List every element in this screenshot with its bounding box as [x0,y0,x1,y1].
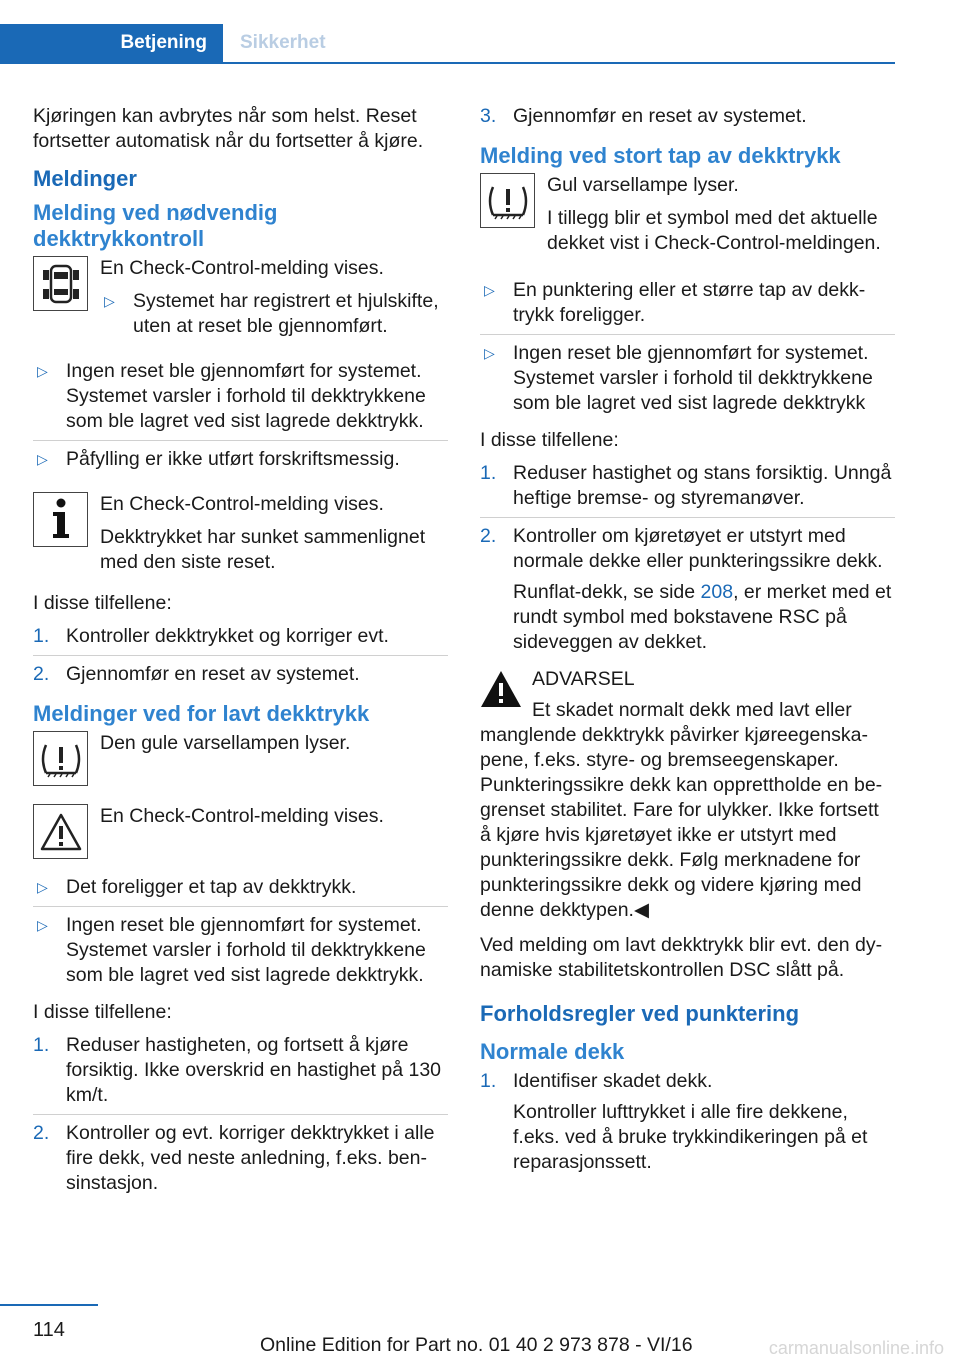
left-column [33,104,448,1208]
footer-rule [0,1304,98,1306]
list-item: 2. Gjennomfør en reset av systemet. [33,663,360,685]
warning-triangle-icon [33,804,88,859]
watermark: carmanualsonline.info [768,1338,944,1358]
triangle-bullet-icon: ▷ [37,879,48,895]
page-number: 114 [33,1319,65,1341]
info-message-block [33,492,448,583]
heading-stort-tap: Melding ved stort tap av dekktrykk [480,143,841,168]
yellow-lamp-text: Den gule varsellampen lyser. [100,732,351,754]
list-item: 2. Kontroller om kjøretøyet er utstyrt med normale dekke eller punkteringssikre dekk. Runflat-dekk, se side 208, er merket med et rundt symbol med bokstavene RSC på sideveggen av dekket. [480,524,895,661]
big-loss-text-2: I tillegg blir et symbol med det aktuelle dekket vist i Check-Control-meldingen. [547,207,881,254]
list-item: ▷ Påfylling er ikke utført forskriftsmessig. [37,448,400,470]
edition-line: Online Edition for Part no. 01 40 2 973 878 - VI/16 [260,1334,693,1356]
intro-paragraph: Kjøringen kan avbrytes når som helst. Reset fortsetter automatisk når du fortsetter å kjøre. [33,105,424,152]
list-item: ▷ Ingen reset ble gjennomført for systemet. Systemet varsler i forhold til dekktrykkene som ble lagret ved sist lagrede dekktrykk [484,342,873,414]
triangle-bullet-icon: ▷ [484,282,495,298]
car-message-block [33,256,448,351]
triangle-bullet-icon: ▷ [104,293,115,309]
big-loss-block [480,173,895,264]
warning-block [480,667,895,923]
warning-text: Et skadet normalt dekk med lavt eller manglende dekktrykk påvirker kjøreegenskapene, f.eks. styre- og bremseegenskaper. Punkteringssikre dekk kan opprettholde en begrenset stabilitet. Fare for ulykker. Ikke fortsett å kjøre hvis kjøretøyet ikke er utstyrt med punkteringssikre dekk. Følg merknadene for punkteringssikre dekk og videre kjøring med denne dekktypen.◀ [480,699,883,921]
tire-pressure-car-icon [33,256,88,311]
list-item: 1. Reduser hastigheten, og fortsett å kjøre forsiktig. Ikke overskrid en hastighet på 130 km/t. [33,1033,448,1115]
info-message-text-1: En Check-Control-melding vises. [100,493,384,515]
list-item: 2. Kontroller og evt. korriger dekktrykket i alle fire dekk, ved neste anledning, f.eks. bensinstasjon. [33,1122,435,1194]
step-sub-text: Kontroller lufttrykket i alle fire dekkene, f.eks. ved å bruke trykkindikeringen på et reparasjonssett. [513,1101,868,1173]
right-column [480,104,895,1187]
steps-list-1 [33,624,448,693]
list-item: ▷ Systemet har registrert et hjulskifte, uten at reset ble gjennomført. [104,290,439,337]
check-control-text: En Check-Control-melding vises. [100,805,384,827]
steps-list-1-continued [480,104,895,135]
list-item: 1. Reduser hastighet og stans forsiktig. Unngå heftige bremse- og styremanøver. [480,461,895,518]
list-item: ▷ Ingen reset ble gjennomført for systemet. Systemet varsler i forhold til dekktrykkene som ble lagret ved sist lagrede dekktrykk. [33,359,448,441]
tire-pressure-warning-icon [480,173,535,228]
heading-normale-dekk: Normale dekk [480,1039,625,1064]
car-message-text: En Check-Control-melding vises. [100,257,384,279]
header-tabbar [0,24,895,64]
heading-forholdsregler: Forholdsregler ved punktering [480,1001,800,1026]
list-item: 1. Kontroller dekktrykket og korriger evt. [33,624,448,656]
heading-lavt-dekktrykk: Meldinger ved for lavt dekktrykk [33,701,370,726]
steps-list-3 [480,461,895,661]
steps-list-2 [33,1033,448,1202]
list-item: 1. Identifiser skadet dekk. Kontroller lufttrykket i alle fire dekkene, f.eks. ved å bruke trykkindikeringen på et reparasjonssett. [480,1069,895,1181]
i-disse-tilfellene-1: I disse tilfellene: [33,592,172,614]
big-loss-text-1: Gul varsellampe lyser. [547,174,739,196]
triangle-bullet-icon: ▷ [484,345,495,361]
dsc-paragraph: Ved melding om lavt dekktrykk blir evt. den dynamiske stabilitetskontrollen DSC slått på. [480,934,883,981]
list-item: ▷ En punktering eller et større tap av dekktrykk foreligger. [480,278,895,335]
bullet-list-3 [480,278,895,422]
bullet-list-2 [33,875,448,994]
warning-triangle-icon [480,669,522,711]
info-message-text-2: Dekktrykket har sunket sammenlignet med den siste reset. [100,526,426,573]
heading-meldinger: Meldinger [33,166,137,191]
triangle-bullet-icon: ▷ [37,917,48,933]
i-disse-tilfellene-3: I disse tilfellene: [480,429,619,451]
warning-title: ADVARSEL [532,668,635,690]
runflat-note: Runflat-dekk, se side 208, er merket med et rundt symbol med bokstavene RSC på sideveggen av dekket. [513,581,892,653]
heading-nodvendig-kontroll: Melding ved nødvendig dekktrykkontroll [33,200,278,251]
list-item: ▷ Det foreligger et tap av dekktrykk. [33,875,448,907]
yellow-lamp-block [33,731,448,786]
bullet-list-1 [33,359,448,478]
tab-betjening[interactable]: Betjening [0,24,223,62]
page-208-link[interactable]: 208 [700,581,734,603]
triangle-bullet-icon: ▷ [37,363,48,379]
steps-list-4 [480,1069,895,1181]
check-control-block [33,804,448,859]
car-message-bullets [100,289,448,345]
i-disse-tilfellene-2: I disse tilfellene: [33,1001,172,1023]
triangle-bullet-icon: ▷ [37,451,48,467]
tire-pressure-warning-icon [33,731,88,786]
list-item: ▷ Ingen reset ble gjennomført for systemet. Systemet varsler i forhold til dekktrykkene som ble lagret ved sist lagrede dekktrykk. [37,914,426,986]
tab-sikkerhet[interactable]: Sikkerhet [240,32,326,53]
info-icon [33,492,88,547]
list-item: 3. Gjennomfør en reset av systemet. [480,105,807,127]
